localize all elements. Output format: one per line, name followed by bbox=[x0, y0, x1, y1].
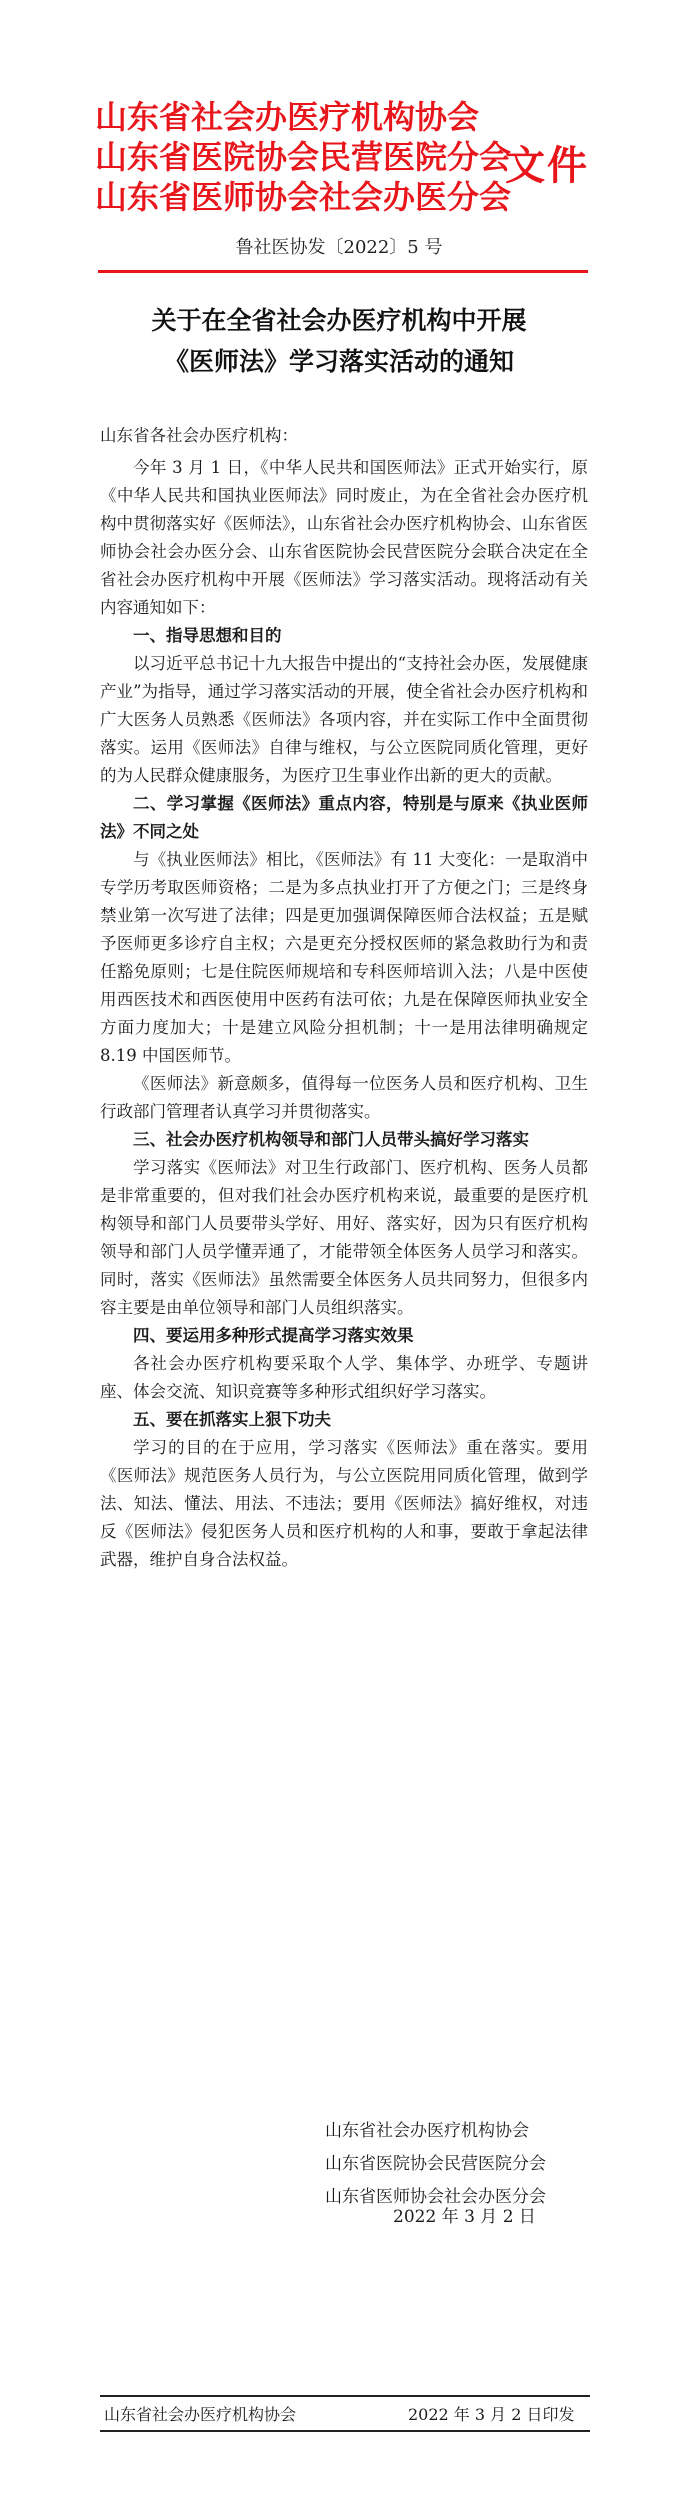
signature-block bbox=[325, 2115, 546, 2214]
footer-issuer: 山东省社会办医疗机构协会 bbox=[104, 2405, 297, 2424]
section-paragraph-3: 学习落实《医师法》对卫生行政部门、医疗机构、医务人员都是非常重要的，但对我们社会办医疗机构来说，最重要的是医疗机构领导和部门人员要带头学好、用好、落实好，因为只有医疗机构领导和部门人员学懂弄通了，才能带领全体医务人员学习和落实。同时，落实《医师法》虽然需要全体医务人员共同努力，但很多内容主要是由单位领导和部门人员组织落实。 bbox=[100, 1158, 588, 1317]
header-org-line-3: 山东省医师协会社会办医分会 bbox=[95, 178, 512, 216]
salutation: 山东省各社会办医疗机构： bbox=[100, 426, 298, 445]
signature-org-3: 山东省医师协会社会办医分会 bbox=[325, 2187, 546, 2207]
document-title bbox=[0, 300, 678, 382]
section-heading-4: 四、要运用多种形式提高学习落实效果 bbox=[133, 1326, 414, 1345]
header-org-line-2: 山东省医院协会民营医院分会 bbox=[95, 138, 512, 176]
title-line-1: 关于在全省社会办医疗机构中开展 bbox=[151, 306, 527, 335]
section-heading-2: 二、学习掌握《医师法》重点内容，特别是与原来《执业医师法》不同之处 bbox=[100, 794, 588, 841]
signature-org-1: 山东省社会办医疗机构协会 bbox=[325, 2121, 529, 2141]
section-paragraph-4: 各社会办医疗机构要采取个人学、集体学、办班学、专题讲座、体会交流、知识竞赛等多种形式组织好学习落实。 bbox=[100, 1354, 588, 1401]
section-heading-3: 三、社会办医疗机构领导和部门人员带头搞好学习落实 bbox=[133, 1130, 529, 1149]
section-paragraph-2a: 与《执业医师法》相比，《医师法》有 11 大变化：一是取消中专学历考取医师资格；二是为多点执业打开了方便之门；三是终身禁业第一次写进了法律；四是更加强调保障医师合法权益；五是赋予医师更多诊疗自主权；六是更充分授权医师的紧急救助行为和责任豁免原则；七是住院医师规培和专科医师培训入法；八是中医使用西医技术和西医使用中医药有法可依；九是在保障医师执业安全方面力度加大；十是建立风险分担机制；十一是用法律明确规定 8.19 中国医师节。 bbox=[100, 850, 588, 1065]
footer-bottom-rule bbox=[100, 2430, 590, 2432]
document-number: 鲁社医协发〔2022〕5 号 bbox=[235, 237, 443, 258]
section-paragraph-2b: 《医师法》新意颇多，值得每一位医务人员和医疗机构、卫生行政部门管理者认真学习并贯彻落实。 bbox=[100, 1074, 588, 1121]
intro-paragraph: 今年 3 月 1 日，《中华人民共和国医师法》正式开始实行，原《中华人民共和国执业医师法》同时废止，为在全省社会办医疗机构中贯彻落实好《医师法》，山东省社会办医疗机构协会、山东省医师协会社会办医分会、山东省医院协会民营医院分会联合决定在全省社会办医疗机构中开展《医师法》学习落实活动。现将活动有关内容通知如下： bbox=[100, 458, 588, 617]
header-doc-word: 文件 bbox=[505, 142, 589, 189]
header-org-line-1: 山东省社会办医疗机构协会 bbox=[95, 98, 480, 136]
section-paragraph-5: 学习的目的在于应用，学习落实《医师法》重在落实。要用《医师法》规范医务人员行为，与公立医院用同质化管理，做到学法、知法、懂法、用法、不违法；要用《医师法》搞好维权，对违反《医师法》侵犯医务人员和医疗机构的人和事，要敢于拿起法律武器，维护自身合法权益。 bbox=[100, 1438, 588, 1569]
section-paragraph-1: 以习近平总书记十九大报告中提出的“支持社会办医，发展健康产业”为指导，通过学习落实活动的开展，使全省社会办医疗机构和广大医务人员熟悉《医师法》各项内容，并在实际工作中全面贯彻落实。运用《医师法》自律与维权，与公立医院同质化管理，更好的为人民群众健康服务，为医疗卫生事业作出新的更大的贡献。 bbox=[100, 654, 588, 785]
footer-print-date: 2022 年 3 月 2 日印发 bbox=[408, 2405, 575, 2424]
red-divider bbox=[98, 270, 588, 273]
section-heading-1: 一、指导思想和目的 bbox=[133, 626, 282, 645]
section-heading-5: 五、要在抓落实上狠下功夫 bbox=[133, 1410, 331, 1429]
signature-org-2: 山东省医院协会民营医院分会 bbox=[325, 2154, 546, 2174]
document-body bbox=[100, 422, 588, 1574]
footer-top-rule bbox=[100, 2395, 590, 2397]
title-line-2: 《医师法》学习落实活动的通知 bbox=[163, 347, 514, 376]
signature-date: 2022 年 3 月 2 日 bbox=[393, 2207, 536, 2227]
document-header bbox=[95, 98, 595, 218]
